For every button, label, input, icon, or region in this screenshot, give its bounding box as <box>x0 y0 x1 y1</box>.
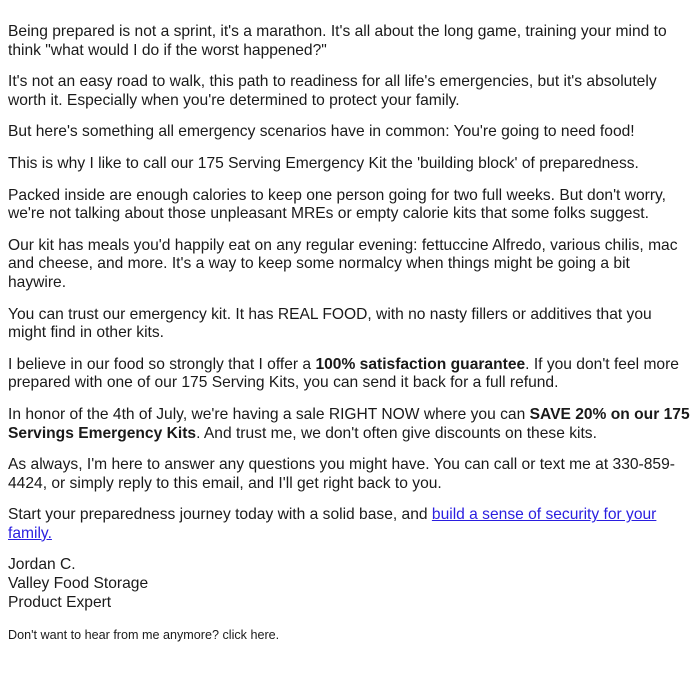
signature <box>8 556 690 612</box>
guarantee-text-before: I believe in our food so strongly that I offer a <box>8 355 316 373</box>
paragraph-contact: As always, I'm here to answer any questions you might have. You can call or text me at 330-859-4424, or simply reply to this email, and I'll get right back to you. <box>8 456 675 492</box>
unsubscribe-footer[interactable]: Don't want to hear from me anymore? click here. <box>8 628 280 643</box>
guarantee-bold: 100% satisfaction guarantee <box>315 355 526 373</box>
paragraph-building-block: This is why I like to call our 175 Serving Emergency Kit the 'building block' of preparedness. <box>8 154 639 172</box>
paragraph-cta <box>8 506 690 543</box>
sale-text-before: In honor of the 4th of July, we're having a sale RIGHT NOW where you can <box>8 405 530 423</box>
sale-text-after: . And trust me, we don't often give discounts on these kits. <box>196 424 597 442</box>
paragraph-calories: Packed inside are enough calories to keep one person going for two full weeks. But don't worry, we're not talking about those unpleasant MREs or empty calorie kits that some folks suggest. <box>8 186 667 223</box>
paragraph-trust: You can trust our emergency kit. It has REAL FOOD, with no nasty fillers or additives that you might find in other kits. <box>8 305 652 342</box>
paragraph-need-food: But here's something all emergency scenarios have in common: You're going to need food! <box>8 123 635 141</box>
security-link[interactable]: build a sense of security for your family. <box>8 506 657 542</box>
cta-text-before: Start your preparedness journey today with a solid base, and <box>8 506 432 524</box>
signature-title: Product Expert <box>8 593 112 611</box>
paragraph-sale <box>8 406 690 443</box>
paragraph-meals: Our kit has meals you'd happily eat on any regular evening: fettuccine Alfredo, various chilis, mac and cheese, and more. It's a way to keep some normalcy when things might be going a bit haywire. <box>8 236 678 291</box>
signature-name: Jordan C. <box>8 556 76 574</box>
signature-company: Valley Food Storage <box>8 575 149 593</box>
paragraph-marathon: Being prepared is not a sprint, it's a marathon. It's all about the long game, training your mind to think "what would I do if the worst happened?" <box>8 23 667 59</box>
guarantee-text-after: . If you don't feel more prepared with one of our 175 Serving Kits, you can send it back for a full refund. <box>8 355 679 392</box>
sale-bold: SAVE 20% on our 175 Servings Emergency Kits <box>8 405 690 442</box>
paragraph-readiness: It's not an easy road to walk, this path to readiness for all life's emergencies, but it's absolutely worth it. Especially when you're determined to protect your family. <box>8 73 657 109</box>
paragraph-guarantee <box>8 356 690 393</box>
